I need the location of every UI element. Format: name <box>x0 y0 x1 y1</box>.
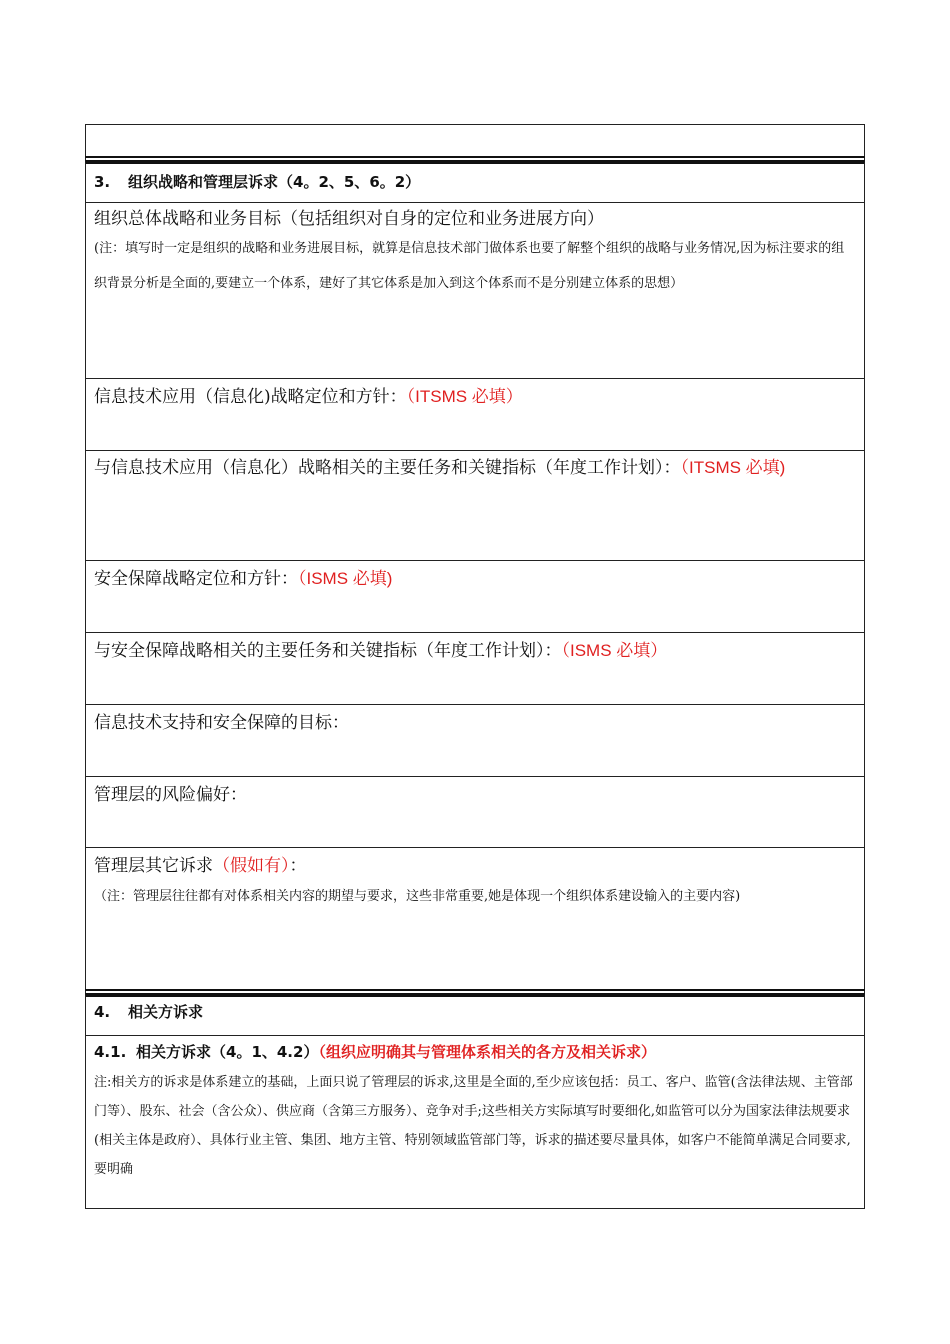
stakeholder-row[interactable] <box>85 1035 865 1209</box>
org-strategy-note: (注：填写时一定是组织的战略和业务进展目标，就算是信息技术部门做体系也要了解整个组织的战略与业务情况,因为标注要求的组织背景分析是全面的,要建立一个体系，建好了其它体系是加入到这个体系而不是分别建立体系的思想） <box>94 241 845 291</box>
stakeholder-note: 注:相关方的诉求是体系建立的基础，上面只说了管理层的诉求,这里是全面的,至少应该包括：员工、客户、监管(含法律法规、主管部门等）、股东、社会（含公众）、供应商（含第三方服务）、竞争对手;这些相关方实际填写时要细化,如监管可以分为国家法律法规要求(相关主体是政府）、具体行业主管、集团、地方主管、特别领域监管部门等，诉求的描述要尽量具体，如客户不能简单满足合同要求,要明确 <box>94 1075 853 1177</box>
it-strategy-row[interactable] <box>85 378 865 450</box>
sec-strategy-row[interactable] <box>85 560 865 632</box>
empty-row <box>85 124 865 160</box>
org-strategy-row[interactable] <box>85 202 865 378</box>
required-tag: （ITSMS 必填） <box>406 387 523 406</box>
it-tasks-row[interactable] <box>85 450 865 560</box>
required-tag: （ISMS 必填） <box>561 641 668 660</box>
label-suffix: ： <box>289 856 307 876</box>
required-tag: （ISMS 必填) <box>298 569 393 588</box>
form-table <box>85 124 865 1209</box>
sec-tasks-row[interactable] <box>85 632 865 704</box>
it-goals-row[interactable] <box>85 704 865 776</box>
section-tag: （组织应明确其与管理体系相关的各方及相关诉求） <box>318 1043 656 1061</box>
org-strategy-label: 组织总体战略和业务目标（包括组织对自身的定位和业务进展方向） <box>94 209 604 229</box>
section-title: 相关方诉求（4。1、4.2） <box>136 1043 319 1061</box>
other-demands-note: （注：管理层往往都有对体系相关内容的期望与要求，这些非常重要,她是体现一个组织体系建设输入的主要内容) <box>94 889 741 904</box>
other-demands-label: 管理层其它诉求 <box>94 856 213 876</box>
required-tag: （ITSMS 必填) <box>680 458 786 477</box>
section-number: 3. <box>94 173 111 191</box>
it-goals-label: 信息技术支持和安全保障的目标： <box>94 713 349 733</box>
sec-tasks-label: 与安全保障战略相关的主要任务和关键指标（年度工作计划）： <box>94 641 562 661</box>
section-4-header <box>85 993 865 1035</box>
optional-tag: （假如有） <box>213 856 290 876</box>
section-3-header <box>85 160 865 202</box>
section-title: 相关方诉求 <box>128 1003 204 1021</box>
section-number: 4.1. <box>94 1043 127 1061</box>
it-strategy-label: 信息技术应用（信息化)战略定位和方针： <box>94 387 407 407</box>
sec-strategy-label: 安全保障战略定位和方针： <box>94 569 298 589</box>
it-tasks-label: 与信息技术应用（信息化）战略相关的主要任务和关键指标（年度工作计划）： <box>94 458 681 478</box>
other-demands-row[interactable] <box>85 847 865 993</box>
section-title: 组织战略和管理层诉求（4。2、5、6。2） <box>128 173 421 191</box>
risk-appetite-row[interactable] <box>85 776 865 847</box>
risk-appetite-label: 管理层的风险偏好： <box>94 785 247 805</box>
section-number: 4. <box>94 1003 111 1021</box>
